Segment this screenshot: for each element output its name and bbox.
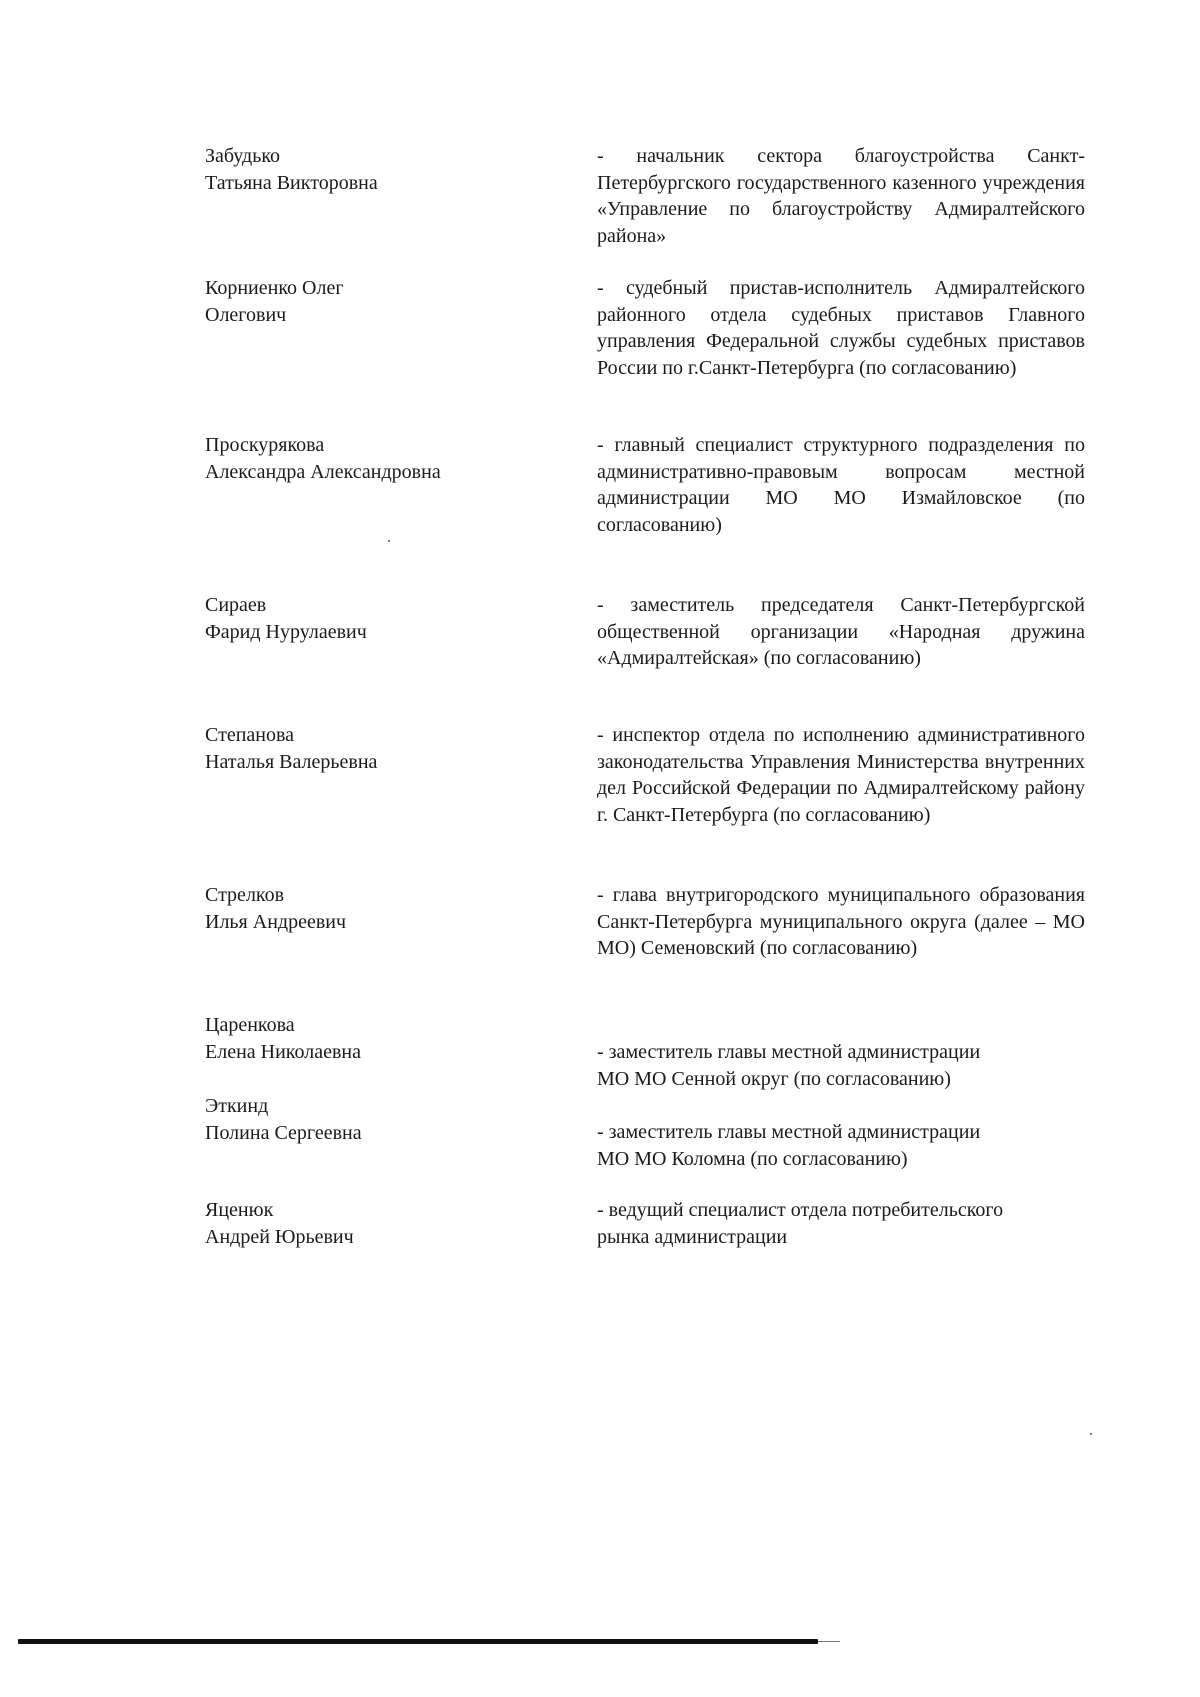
- member-role-line: - заместитель главы местной администрации: [597, 1041, 981, 1063]
- scan-speck: [388, 540, 390, 542]
- member-role: - начальник сектора благоустройства Санкт-Петербургского государственного казенного учреждения «Управление по благоустройству Адмиралтейского района»: [597, 145, 1085, 247]
- member-surname: Проскурякова: [205, 434, 325, 456]
- member-surname: Царенкова: [205, 1014, 295, 1036]
- member-role-line: МО МО Сенной округ (по согласованию): [597, 1067, 951, 1090]
- member-name: [205, 1093, 535, 1147]
- member-role: - главный специалист структурного подразделения по административно-правовым вопросам местной администрации МО МО Измайловское (по согласованию): [597, 434, 1085, 536]
- member-role: [597, 1197, 1085, 1250]
- member-given-names: Наталья Валерьевна: [205, 751, 378, 773]
- member-role: [597, 1039, 1085, 1092]
- member-surname: Стрелков: [205, 884, 285, 906]
- member-surname: Забудько: [205, 145, 281, 167]
- member-given-names: Андрей Юрьевич: [205, 1226, 354, 1248]
- member-name: [205, 275, 535, 329]
- member-surname: Яценюк: [205, 1199, 274, 1221]
- member-role-line: МО МО Коломна (по согласованию): [597, 1147, 908, 1170]
- member-role: - инспектор отдела по исполнению административного законодательства Управления Министерства внутренних дел Российской Федерации по Адмиралтейскому району г. Санкт-Петербурга (по согласованию): [597, 724, 1085, 826]
- scan-speck: [1090, 1433, 1092, 1435]
- member-surname: Корниенко Олег: [205, 277, 344, 299]
- member-name: [205, 722, 535, 776]
- member-role-line: - заместитель главы местной администрации: [597, 1121, 981, 1143]
- member-given-names: Татьяна Викторовна: [205, 172, 378, 194]
- member-given-names: Олегович: [205, 304, 287, 326]
- member-role: - судебный пристав-исполнитель Адмиралтейского районного отдела судебных приставов Главного управления Федеральной службы судебных приставов России по г.Санкт-Петербурга (по согласованию): [597, 277, 1085, 379]
- member-name: [205, 1012, 535, 1066]
- member-surname: Степанова: [205, 724, 295, 746]
- member-role-line: рынка администрации: [597, 1225, 788, 1248]
- member-surname: Эткинд: [205, 1095, 269, 1117]
- member-given-names: Елена Николаевна: [205, 1041, 361, 1063]
- member-role: - заместитель председателя Санкт-Петербургской общественной организации «Народная дружина «Адмиралтейская» (по согласованию): [597, 594, 1085, 669]
- member-name: [205, 1197, 535, 1251]
- member-role: [597, 1119, 1085, 1172]
- member-given-names: Полина Сергеевна: [205, 1122, 362, 1144]
- member-given-names: Фарид Нурулаевич: [205, 621, 367, 643]
- member-role: - глава внутригородского муниципального образования Санкт-Петербурга муниципального округа (далее – МО МО) Семеновский (по согласованию): [597, 884, 1085, 959]
- member-given-names: Александра Александровна: [205, 461, 441, 483]
- member-name: [205, 592, 535, 646]
- member-name: [205, 143, 535, 197]
- member-role-line: - ведущий специалист отдела потребительского: [597, 1199, 1004, 1221]
- member-name: [205, 432, 535, 486]
- member-surname: Сираев: [205, 594, 267, 616]
- member-name: [205, 882, 535, 936]
- bottom-rule: [18, 1639, 818, 1644]
- member-given-names: Илья Андреевич: [205, 911, 347, 933]
